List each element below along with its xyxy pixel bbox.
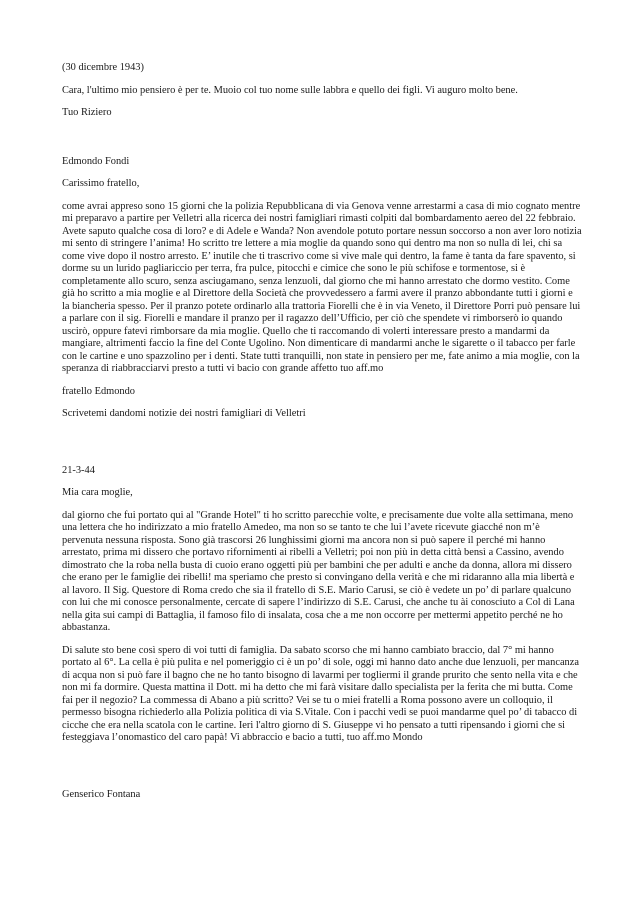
letter-author: Edmondo Fondi [62, 155, 130, 167]
letter-riziero [62, 62, 582, 120]
letter-genserico-fontana [62, 789, 582, 802]
document-page [62, 62, 582, 811]
letter-signature: fratello Edmondo [62, 385, 136, 397]
section-spacer [62, 130, 582, 156]
letter-body: come avrai appreso sono 15 giorni che la polizia Repubblicana di via Genova venne arrestarmi a casa di mio cognato mentre mi preparavo a partire per Velletri alla ricerca dei nostri famigliari rimasti colpiti dal bombardamento aereo del 22 febbraio. Avete saputo qualche cosa di loro? e di Adele e Wanda? Non avendole potuto portare nessun soccorso a non aver loro notizia mi sento di stringere l’anima! Ho scritto tre lettere a mia moglie da quando sono qui dentro ma non so nulla di lei, chi sa come vive dopo il nostro arresto. E’ inutile che ti trascrivo come si vive male qui dentro, la fame è tanta da fare spavento, si dorme su un lurido pagliariccio per terra, fra pulce, pitocchi e cimice che sono le più schifose e tormentose, si è completamente allo scuro, senza asciugamano, senza lenzuoli, dal giorno che mi hanno arrestato che dormo vestito. Come già ho scritto a mia moglie e al Direttore della Società che provvedessero a farmi avere il pranzo abbondante tutti i giorni e la biancheria spesso. Per il pranzo potete ordinarlo alla trattoria Fiorelli che è in via Veneto, il Direttore Porri può pensare lui a parlare con il sig. Fiorelli e mandare il pranzo per il ragazzo dell’Ufficio, per ciò che spendete vi rimborserò io quando uscirò, oppure fatevi rimborsare da mia moglie. Quello che ti raccomando di volerti interessare presto a mandarmi da mangiare, altrimenti faccio la fine del Conte Ugolino. Non dimenticare di mandarmi anche le sigarette o il tabacco per farle con le cartine e uno spazzolino per i denti. State tutti tranquilli, non state in pensiero per me, fate animo a mia moglie, con la speranza di riabbracciarvi presto a tutti vi bacio con grande affetto tuo aff.mo [62, 200, 582, 374]
section-spacer [62, 755, 582, 789]
letter-signature: Tuo Riziero [62, 107, 112, 118]
letter-greeting: Mia cara moglie, [62, 487, 133, 498]
letter-author: Genserico Fontana [62, 788, 141, 800]
letter-mondo [62, 465, 582, 745]
letter-postscript: Scrivetemi dandomi notizie dei nostri famigliari di Velletri [62, 408, 306, 419]
letter-body: Di salute sto bene così spero di voi tutti di famiglia. Da sabato scorso che mi hanno cambiato braccio, dal 7° mi hanno portato al 6°. La cella è più pulita e nel pomeriggio ci è un po’ di sole, oggi mi hanno dato anche due lenzuoli, per mancanza di acqua non si può fare il bagno che ne ho tanto bisogno di lavarmi per togliermi il grande prurito che sento nella vita e che non mi fa dormire. Questa mattina il Dott. mi ha detto che mi farà visitare dallo specialista per la ferita che mi butta. Come fai per il negozio? La commessa di Abano a più scritto? Vei se tu o miei fratelli a Roma possono avere un colloquio, il permesso bisogna richiederlo alla Polizia politica di via S.Vitale. Con i pacchi vedi se puoi mandarme quel po’ di tabacco di cicche che era nella scatola con le cartine. Ieri l'altro giorno di S. Giuseppe vi ho pensato a tutti ripensando i giorni che si festeggiava l’onomastico del caro papà! Vi abbraccio e bacio a tutti, tuo aff.mo Mondo [62, 644, 579, 743]
letter-date: 21-3-44 [62, 464, 95, 476]
letter-edmondo-fondi [62, 156, 582, 421]
letter-body: dal giorno che fui portato qui al "Grande Hotel" ti ho scritto parecchie volte, e precisamente due volte alla settimana, meno una lettera che ho indirizzato a mio fratello Amedeo, ma non so se tanto te che lui l’avete ricevute giacché non m’è pervenuta nessuna risposta. Sono già trascorsi 26 lunghissimi giorni ma ancora non si può sapere il perché mi hanno arrestato, prima mi dissero che portavo rifornimenti ai ribelli a Velletri; poi non più in detta città bensì a Cassino, avendo dimostrato che la roba nella busta di cuoio erano oggetti più per bambini che per adulti e anche da donna, allora mi dissero che erano per le famiglie dei ribelli! ma speriamo che presto si convingano della verità e che mi ridaranno alla mia libertà e al lavoro. Il Sig. Questore di Roma credo che sia il fratello di S.E. Mario Carusi, se ciò è vedete un po’ di parlare qualcuno con lui che mi conosce personalmente, cercate di sapere l’indirizzo di S.E. Carusi, che anche tu ài conosciuto a Col di Lana nella gita sui campi di Battaglia, il famoso filo di insalata, cosa che a me non occorre per mettermi appetito perché ne ho abbastanza. [62, 509, 575, 633]
letter-body: Cara, l'ultimo mio pensiero è per te. Muoio col tuo nome sulle labbra e quello dei figli. Vi auguro molto bene. [62, 84, 518, 96]
section-spacer [62, 431, 582, 465]
letter-date: (30 dicembre 1943) [62, 62, 144, 73]
letter-greeting: Carissimo fratello, [62, 178, 140, 189]
